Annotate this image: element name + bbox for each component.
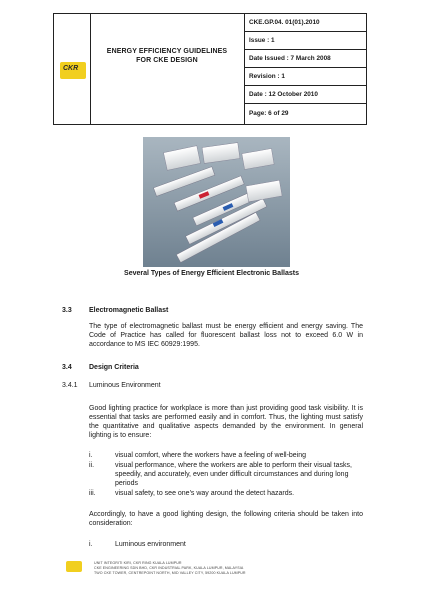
list-item-text: visual safety, to see one's way around the detect hazards. [115, 490, 295, 497]
section-3-4-title: Design Criteria [89, 364, 139, 371]
criteria-item-text: Luminous environment [115, 541, 186, 548]
list-item-text: visual performance, where the workers are able to perform their visual tasks, speedily, and accurately, even under difficult circumstances and during long periods [115, 462, 352, 487]
section-3-4-1-number: 3.4.1 [62, 382, 78, 389]
revision-date: Date : 12 October 2010 [245, 86, 367, 104]
list-item-number: i. [89, 452, 93, 459]
section-3-3-number: 3.3 [62, 307, 72, 314]
section-3-4-number: 3.4 [62, 364, 72, 371]
doc-ref: CKE.GP.04. 01(01).2010 [245, 14, 367, 32]
page-number: Page: 6 of 29 [249, 110, 289, 117]
section-3-3-paragraph: The type of electromagnetic ballast must be energy efficient and energy saving. The Code of Practice has called for fluorescent ballast loss not to exceed 6.0 W in accordance to MS IEC 60929:1995. [89, 323, 363, 348]
list-item-number: ii. [89, 462, 95, 469]
issue: Issue : 1 [245, 32, 367, 50]
logo-cell [54, 14, 91, 124]
ballasts-illustration [143, 137, 290, 267]
section-3-4-1-paragraph: Good lighting practice for workplace is more than just providing good task visibility. It is essential that tasks are performed easily and in comfort. Thus, the lighting must satisfy the quantitative and qualitative aspects demanded by the environment. In general lighting is to ensure: [89, 405, 363, 439]
footer-logo [66, 561, 82, 572]
section-3-4-1-paragraph-2: Accordingly, to have a good lighting design, the following criteria should be taken into consideration: [89, 511, 363, 527]
document-title-line1: ENERGY EFFICIENCY GUIDELINES [106, 48, 228, 55]
logo-text: CKR [63, 65, 79, 72]
section-3-4-1-title: Luminous Environment [89, 382, 161, 389]
footer-line-3: TWO CKE TOWER, CENTREPOINT NORTH, MID VALLEY CITY, 59200 KUALA LUMPUR [94, 571, 246, 575]
company-logo [60, 62, 86, 79]
ballasts-photo [143, 137, 290, 267]
revision: Revision : 1 [245, 68, 367, 86]
document-title-line2: FOR CKE DESIGN [136, 57, 198, 64]
date-issued: Date Issued : 7 March 2008 [245, 50, 367, 68]
title-cell [90, 14, 245, 124]
footer-line-1: UNIT INTEGRITI KIRI, CKR RING KUALA LUMPUR [94, 561, 182, 565]
criteria-item-number: i. [89, 541, 93, 548]
list-item-number: iii. [89, 490, 96, 497]
section-3-3-title: Electromagnetic Ballast [89, 307, 169, 314]
figure-caption: Several Types of Energy Efficient Electronic Ballasts [124, 270, 299, 277]
footer-line-2: CKE ENGINEERING SDN BHD, CKR INDUSTRIAL PARK, KUALA LUMPUR, MALAYSIA [94, 566, 244, 570]
list-item-text: visual comfort, where the workers have a feeling of well-being [115, 452, 307, 459]
document-header [53, 13, 367, 125]
